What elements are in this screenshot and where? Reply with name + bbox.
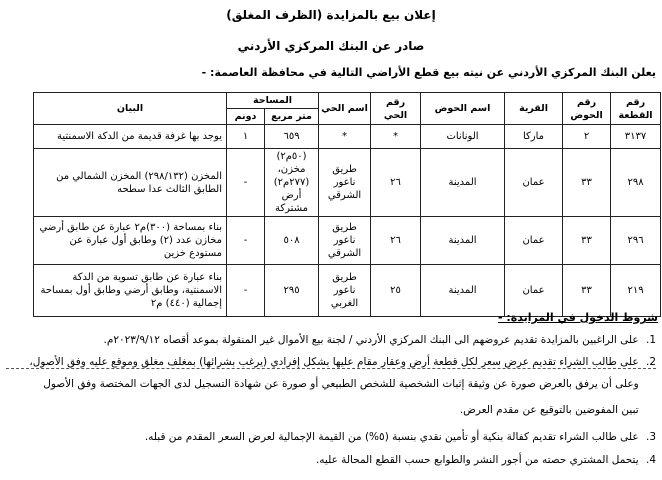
cell-area-dunum: - [227, 265, 265, 317]
cell-plot-no: ٢١٩ [611, 265, 661, 317]
cell-district-name: طريق ناعور الشرقي [319, 217, 371, 265]
condition-text: تبين المفوضين بالتوقيع عن مقدم العرض. [459, 404, 639, 416]
header-basin-name: اسم الحوض [421, 93, 505, 125]
cell-village: عمان [505, 149, 563, 217]
cell-area-dunum: - [227, 149, 265, 217]
cell-district-name: طريق ناعور الشرقي [319, 149, 371, 217]
cell-basin-no: ٢ [563, 125, 611, 149]
cell-basin-name: الونانات [421, 125, 505, 149]
header-district-no: رقم الحي [371, 93, 421, 125]
header-basin-no: رقم الحوض [563, 93, 611, 125]
cell-area-sqm: ٢٩٥ [265, 265, 319, 317]
cell-description: يوجد بها غرفة قديمة من الدكة الاسمنتية [34, 125, 227, 149]
header-description: البيان [34, 93, 227, 125]
header-area-dunum: دونم [227, 109, 265, 125]
header-village: القرية [505, 93, 563, 125]
table-row [34, 265, 661, 317]
cell-description: بناء بمساحة (٣٠٠)م٢ عبارة عن طابق أرضي مخازن عدد (٢) وطابق أول عبارة عن مستودع خزين [34, 217, 227, 265]
cell-description: بناء عبارة عن طابق تسوية من الدكة الاسمنتية، وطابق أرضي وطابق أول بمساحة إجمالية (٤٤٠) م٢ [34, 265, 227, 317]
header-district-name: اسم الحي [319, 93, 371, 125]
cell-description: المخزن (٢٩٨/١٣٢) المخزن الشمالي من الطابق الثالث عدا سطحه [34, 149, 227, 217]
cell-area-dunum: - [227, 217, 265, 265]
condition-text: على طالب الشراء تقديم كفالة بنكية أو تأمين نقدي بنسبة (٥%) من القيمة الإجمالية لعرض السعر المقدم من قبله. [144, 431, 639, 443]
condition-item [6, 403, 656, 417]
condition-item [6, 453, 656, 467]
cell-basin-name: المدينة [421, 149, 505, 217]
cell-area-sqm: ٥٠٨ [265, 217, 319, 265]
condition-number: 1. [645, 334, 656, 346]
document-title: إعلان بيع بالمزايدة (الظرف المغلق) [226, 8, 436, 22]
cell-district-no: ٢٦ [371, 217, 421, 265]
condition-item [6, 377, 656, 391]
cell-basin-name: المدينة [421, 265, 505, 317]
condition-text: على الراغبين بالمزايدة تقديم عروضهم الى البنك المركزي الأردني / لجنة بيع الأموال غير المنقولة بموعد أقصاه ٢٠٢٣/٩/١٢م. [103, 334, 639, 346]
cell-plot-no: ٢٩٦ [611, 217, 661, 265]
cell-area-sqm: ٦٥٩ [265, 125, 319, 149]
cell-basin-no: ٣٣ [563, 265, 611, 317]
dashed-separator [6, 368, 656, 369]
cell-plot-no: ٢٩٨ [611, 149, 661, 217]
header-area: المساحة [227, 93, 319, 109]
cell-district-no: ٢٦ [371, 149, 421, 217]
document-subtitle: صادر عن البنك المركزي الأردني [237, 39, 425, 53]
table-row [34, 149, 661, 217]
table-row [34, 217, 661, 265]
condition-text: وعلى أن يرفق بالعرض صورة عن وثيقة إثبات الشخصية للشخص الطبيعي أو صورة عن شهادة التسجيل لدى الجهات المختصة وفق الأصول [43, 378, 639, 390]
condition-number: 3. [645, 431, 656, 443]
condition-item [6, 333, 656, 347]
table-row [34, 125, 661, 149]
document-intro: يعلن البنك المركزي الأردني عن نيته بيع قطع الأراضي التالية في محافظة العاصمة: - [201, 66, 656, 79]
condition-item [6, 355, 656, 369]
cell-district-no: * [371, 125, 421, 149]
header-area-sqm: متر مربع [265, 109, 319, 125]
cell-district-name: طريق ناعور الغربي [319, 265, 371, 317]
conditions-title: شروط الدخول في المزايدة: - [497, 311, 658, 324]
condition-item [6, 430, 656, 444]
header-plot-no: رقم القطعة [611, 93, 661, 125]
cell-basin-no: ٣٣ [563, 217, 611, 265]
cell-district-name: * [319, 125, 371, 149]
cell-village: عمان [505, 265, 563, 317]
condition-text: على طالب الشراء تقديم عرض سعر لكل قطعة أرض وعقار مقام عليها بشكل إفرادي (يرغب بشرائها) بمغلف مغلق وموقع عليه وفق الأصول، [29, 356, 639, 368]
condition-text: يتحمل المشتري حصته من أجور النشر والطوابع حسب القطع المحالة عليه. [315, 454, 639, 466]
cell-area-sqm: (٥٠م٢) مخزن، (٢٧٧م٢) أرض مشتركة [265, 149, 319, 217]
cell-basin-no: ٣٣ [563, 149, 611, 217]
land-plots-table [33, 92, 661, 317]
cell-plot-no: ٣١٣٧ [611, 125, 661, 149]
cell-village: عمان [505, 217, 563, 265]
condition-number: 2. [645, 356, 656, 368]
cell-village: ماركا [505, 125, 563, 149]
cell-area-dunum: ١ [227, 125, 265, 149]
condition-number: 4. [645, 454, 656, 466]
cell-basin-name: المدينة [421, 217, 505, 265]
cell-district-no: ٢٥ [371, 265, 421, 317]
